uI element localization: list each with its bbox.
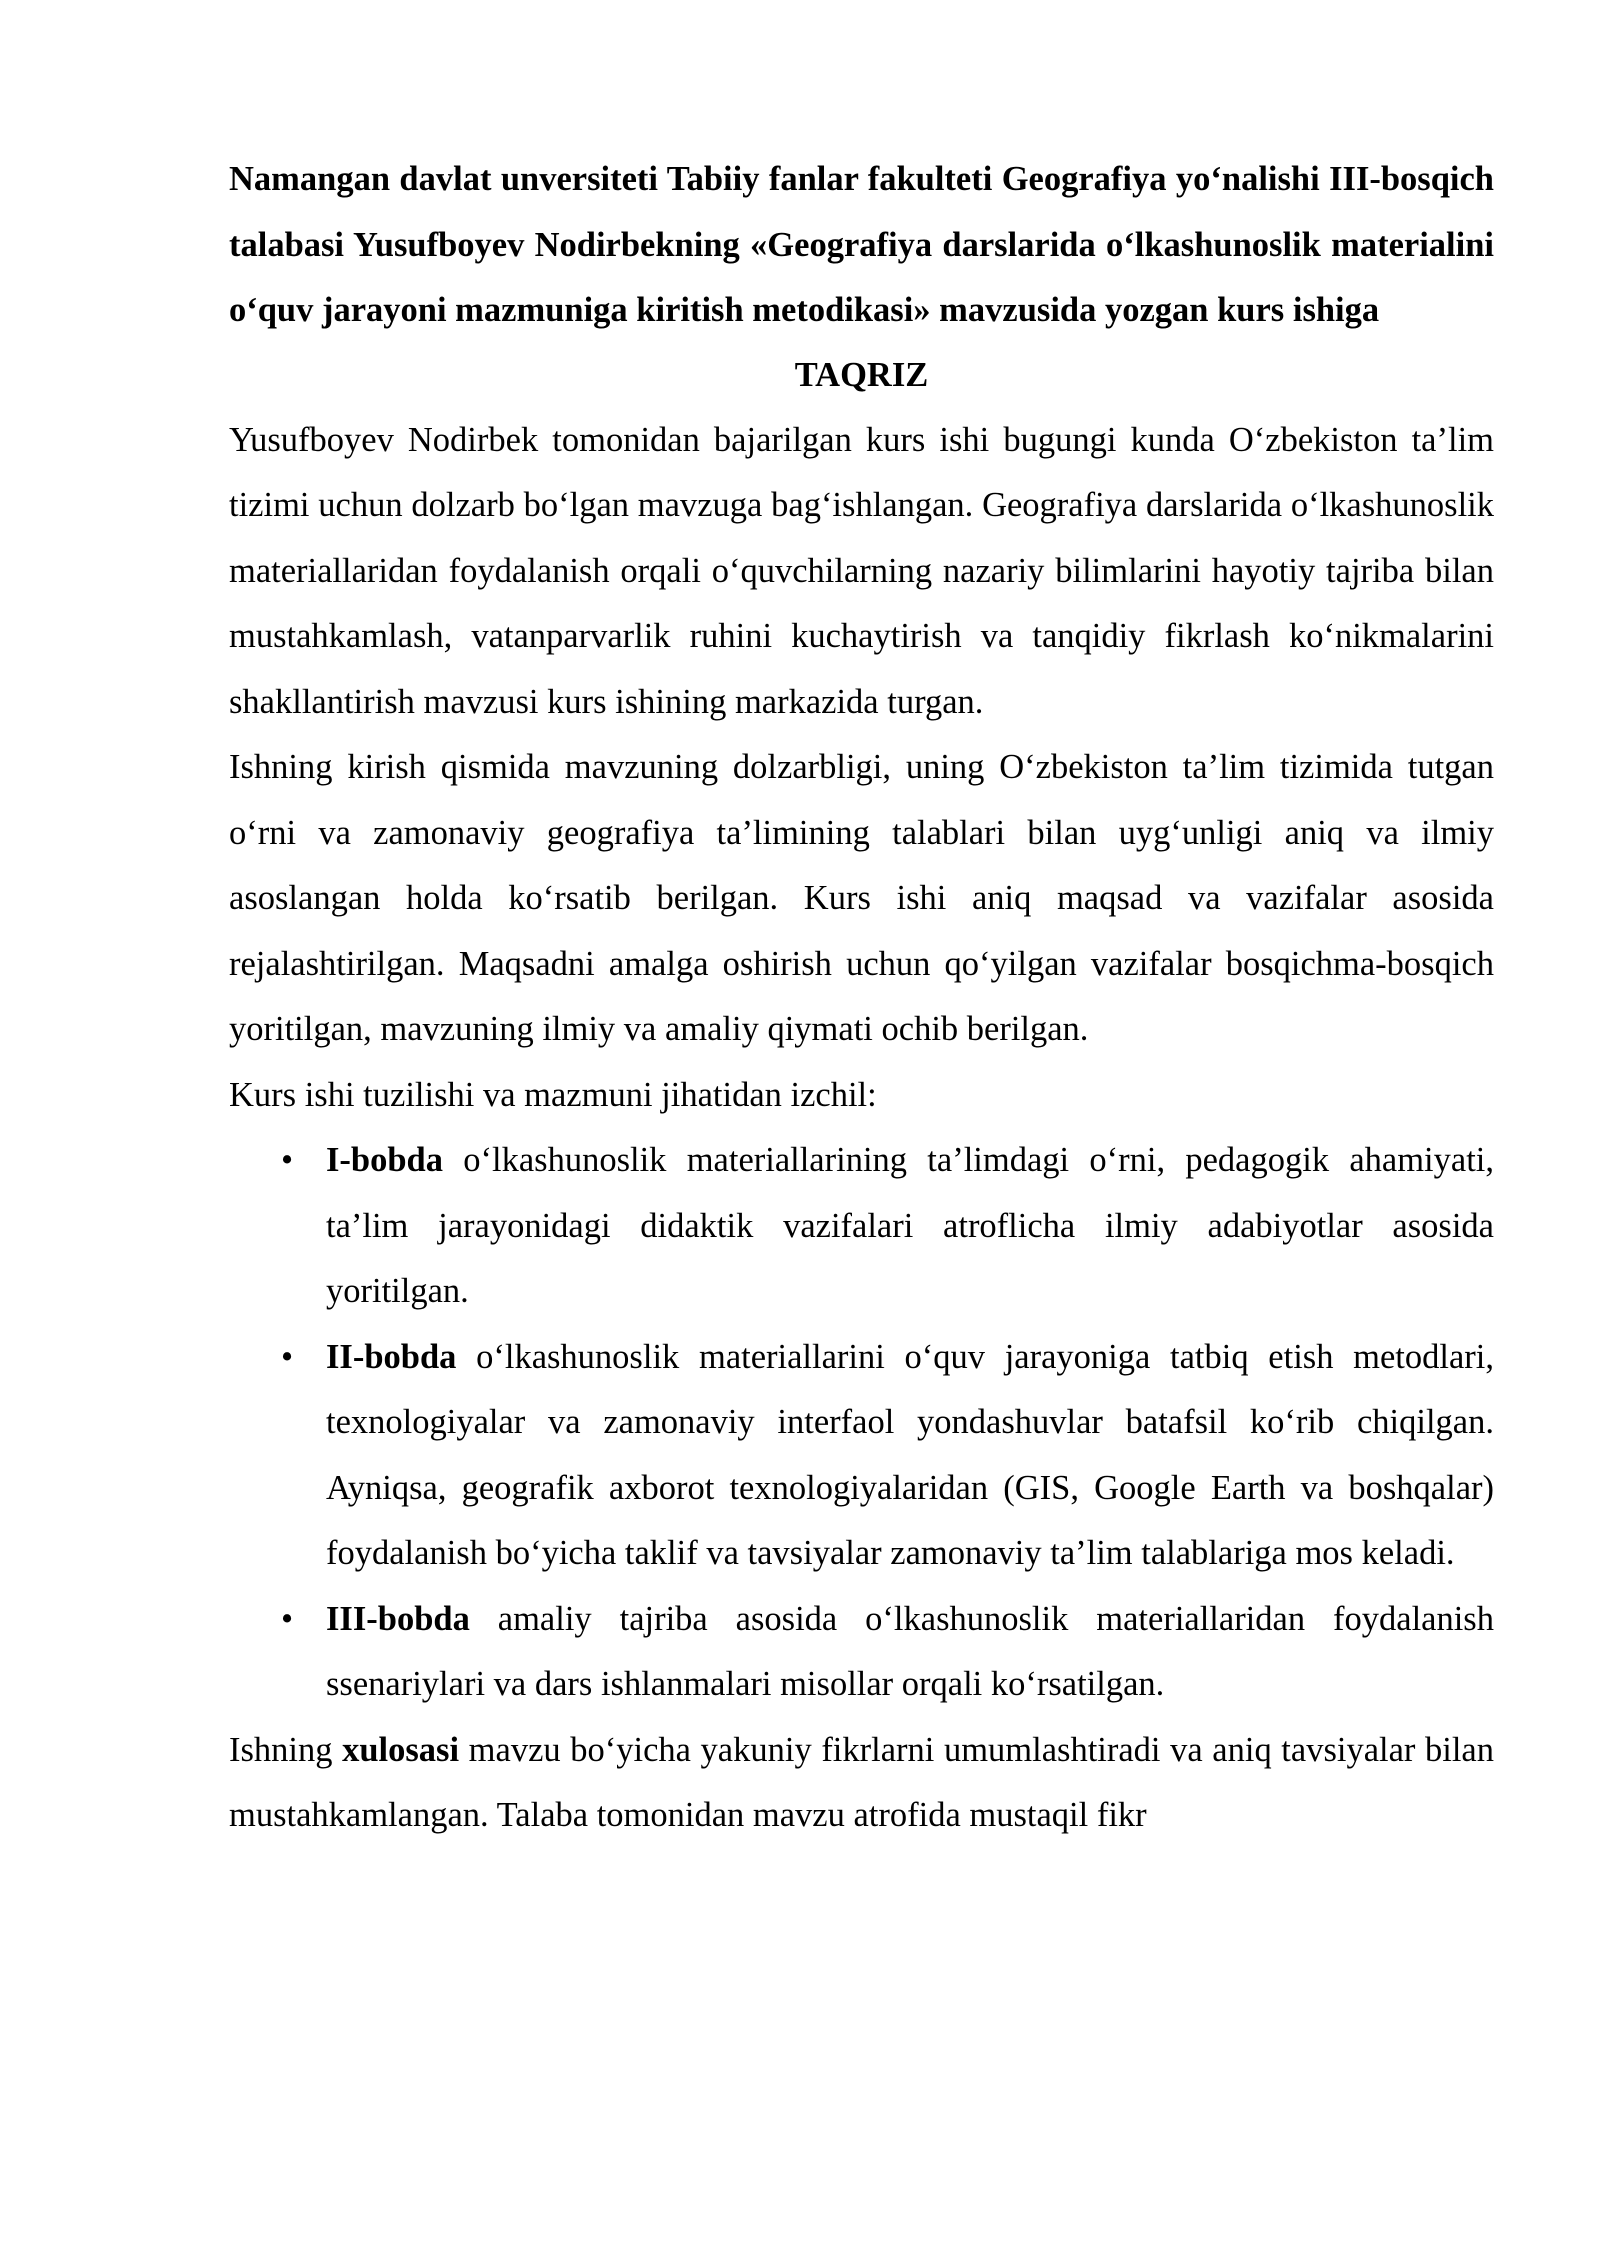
chapter-label: II-bobda xyxy=(326,1337,457,1376)
conclusion-keyword: xulosasi xyxy=(342,1730,460,1769)
paragraph-conclusion xyxy=(229,1718,1494,1849)
chapter-text: o‘lkashunoslik materiallarini o‘quv jarayoniga tatbiq etish metodlari, texnologiyalar va zamonaviy interfaol yondashuvlar batafsil ko‘rib chiqilgan. Ayniqsa, geografik axborot texnologiyalaridan (GIS, Google Earth va boshqalar) foydalanish bo‘yicha taklif va tavsiyalar zamonaviy ta’lim talablariga mos keladi. xyxy=(326,1337,1494,1572)
chapter-list xyxy=(229,1128,1494,1718)
bullet-icon: • xyxy=(281,1599,294,1638)
document-title: TAQRIZ xyxy=(794,355,929,394)
paragraph-topic-relevance: Yusufboyev Nodirbek tomonidan bajarilgan kurs ishi bugungi kunda O‘zbekiston ta’lim tizimi uchun dolzarb bo‘lgan mavzuga bag‘ishlangan. Geografiya darslarida o‘lkashunoslik materiallaridan foydalanish orqali o‘quvchilarning nazariy bilimlarini hayotiy tajriba bilan mustahkamlash, vatanparvarlik ruhini kuchaytirish va tanqidiy fikrlash ko‘nikmalarini shakllantirish mavzusi kurs ishining markazida turgan. xyxy=(229,420,1494,721)
paragraph-introduction: Ishning kirish qismida mavzuning dolzarbligi, uning O‘zbekiston ta’lim tizimida tutgan o‘rni va zamonaviy geografiya ta’limining talablari bilan uyg‘unligi aniq va ilmiy asoslangan holda ko‘rsatib berilgan. Kurs ishi aniq maqsad va vazifalar asosida rejalashtirilgan. Maqsadni amalga oshirish uchun qo‘yilgan vazifalar bosqichma-bosqich yoritilgan, mavzuning ilmiy va amaliy qiymati ochib berilgan. xyxy=(229,748,1494,1048)
chapter-text: amaliy tajriba asosida o‘lkashunoslik materiallaridan foydalanish ssenariylari va dars ishlanmalari misollar orqali ko‘rsatilgan. xyxy=(326,1599,1494,1703)
conclusion-lead: Ishning xyxy=(229,1730,343,1769)
chapter-label: I-bobda xyxy=(326,1141,443,1179)
bullet-icon: • xyxy=(281,1141,294,1179)
document-heading: Namangan davlat unversiteti Tabiiy fanlar fakulteti Geografiya yo‘nalishi III-bosqich talabasi Yusufboyev Nodirbekning «Geografiya darslarida o‘lkashunoslik materialini o‘quv jarayoni mazmuniga kiritish metodikasi» mavzusida yozgan kurs ishiga xyxy=(229,160,1494,329)
chapter-text: o‘lkashunoslik materiallarining ta’limdagi o‘rni, pedagogik ahamiyati, ta’lim jarayonidagi didaktik vazifalari atroflicha ilmiy adabiyotlar asosida yoritilgan. xyxy=(326,1141,1494,1310)
paragraph-structure: Kurs ishi tuzilishi va mazmuni jihatidan izchil: xyxy=(229,1075,877,1114)
document-page xyxy=(229,147,1494,1849)
list-item-chapter-1 xyxy=(229,1128,1494,1325)
chapter-label: III-bobda xyxy=(326,1599,470,1638)
list-item-chapter-2 xyxy=(229,1325,1494,1587)
conclusion-text: mavzu bo‘yicha yakuniy fikrlarni umumlashtiradi va aniq tavsiyalar bilan mustahkamlangan. Talaba tomonidan mavzu atrofida mustaqil fikr xyxy=(229,1730,1494,1834)
list-item-chapter-3 xyxy=(229,1587,1494,1718)
bullet-icon: • xyxy=(281,1337,294,1376)
